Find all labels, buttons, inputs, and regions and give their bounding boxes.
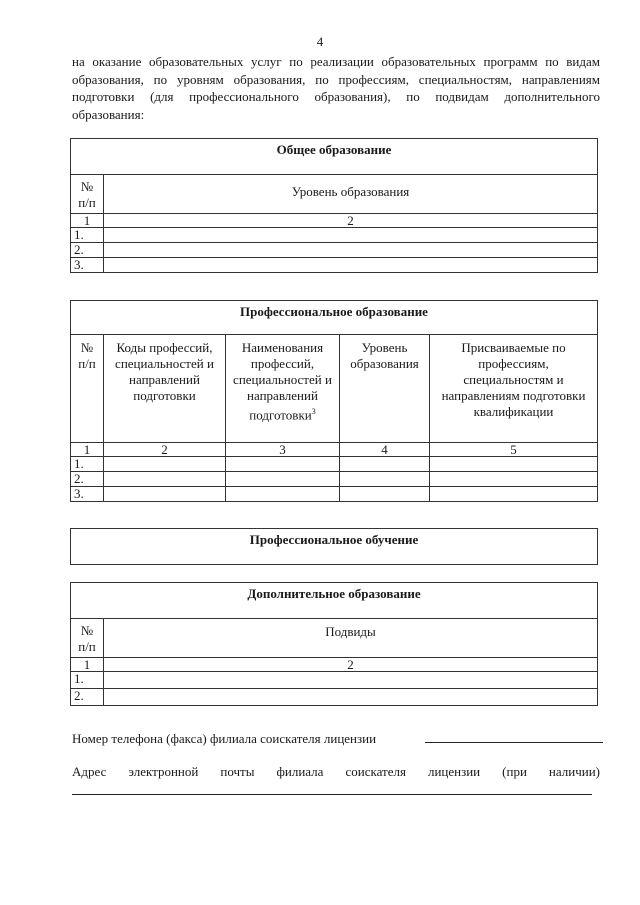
email-field-line[interactable] [72, 780, 592, 795]
row-number: 2. [71, 472, 104, 487]
professional-education-table [70, 300, 598, 502]
footnote-marker: 3 [311, 407, 316, 416]
table-cell [104, 243, 598, 258]
additional-education-table [70, 582, 598, 706]
col-index: 1 [71, 214, 104, 228]
col-number-header: № п/п [71, 619, 104, 658]
col-index: 2 [104, 443, 226, 457]
general-education-table [70, 138, 598, 273]
col-level-header: Уровень образования [340, 335, 430, 443]
col-qualification-header: Присваиваемые по профессиям, специальностям и направлениям подготовки квалификации [430, 335, 598, 443]
col-index: 1 [71, 658, 104, 672]
row-number: 3. [71, 487, 104, 502]
email-label: Адрес электронной почты филиала соискателя лицензии (при наличии) [72, 764, 600, 779]
page-number: 4 [316, 34, 324, 49]
col-index: 2 [104, 658, 598, 672]
table-cell [104, 258, 598, 273]
col-level-header: Уровень образования [104, 175, 598, 214]
row-number: 2. [71, 689, 104, 706]
professional-training-title: Профессиональное обучение [71, 529, 598, 565]
col-number-header: № п/п [71, 335, 104, 443]
col-subtypes-header: Подвиды [104, 619, 598, 658]
col-codes-header: Коды профессий, специальностей и направлений подготовки [104, 335, 226, 443]
phone-field-line[interactable] [425, 728, 603, 743]
professional-training-table [70, 528, 598, 565]
professional-education-title: Профессиональное образование [71, 301, 598, 335]
col-number-header: № п/п [71, 175, 104, 214]
row-number: 1. [71, 228, 104, 243]
col-index: 5 [430, 443, 598, 457]
general-education-title: Общее образование [71, 139, 598, 175]
row-number: 1. [71, 457, 104, 472]
additional-education-title: Дополнительное образование [71, 583, 598, 619]
col-index: 4 [340, 443, 430, 457]
row-number: 1. [71, 672, 104, 689]
phone-label: Номер телефона (факса) филиала соискателя лицензии [72, 731, 377, 746]
table-cell [104, 228, 598, 243]
col-index: 1 [71, 443, 104, 457]
col-names-header: Наименования профессий, специальностей и направлений подготовки$^3$ [226, 335, 340, 443]
intro-paragraph: на оказание образовательных услуг по реализации образовательных программ по видам образования, по уровням образования, по профессиям, специальностям, направлениям подготовки (для профессионального образования), по подвидам дополнительного образования: [72, 54, 600, 122]
row-number: 3. [71, 258, 104, 273]
col-index: 3 [226, 443, 340, 457]
col-index: 2 [104, 214, 598, 228]
row-number: 2. [71, 243, 104, 258]
